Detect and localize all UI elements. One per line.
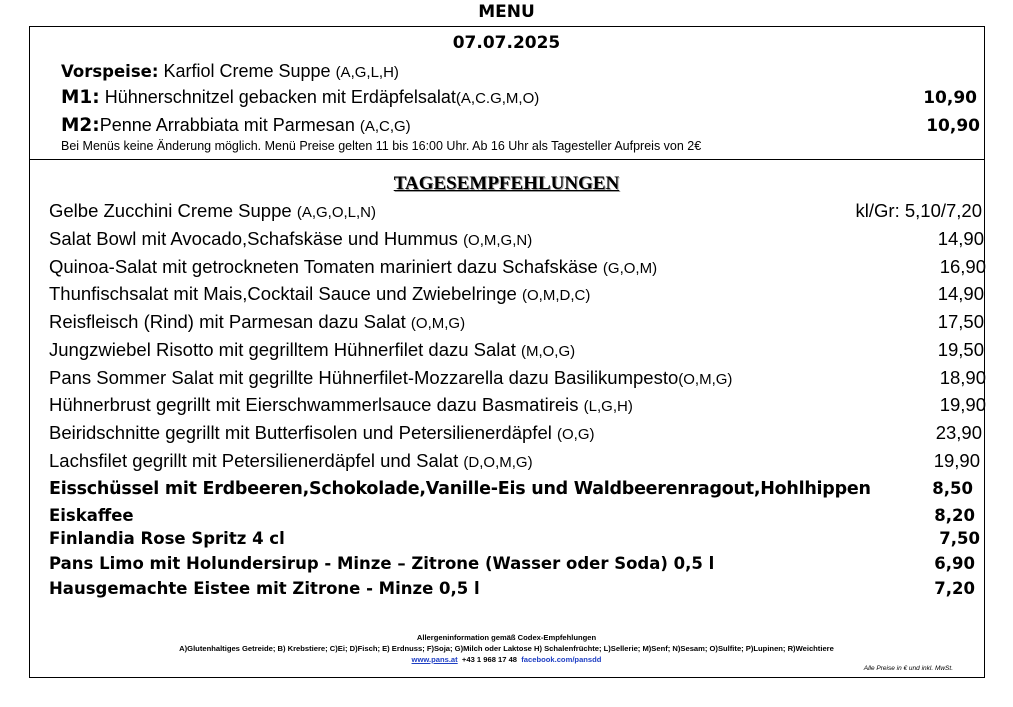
- item-allergens: (O,G): [556, 426, 595, 443]
- m2-label: M2:: [61, 115, 100, 136]
- item-price: 19,90: [933, 450, 980, 471]
- item-allergens: (A,G,O,L,N): [296, 204, 377, 221]
- list-item: [49, 422, 594, 444]
- phone-number: +43 1 968 17 48: [461, 655, 518, 664]
- list-item: [49, 200, 376, 222]
- item-allergens: (M,O,G): [520, 343, 576, 360]
- list-item: Eisschüssel mit Erdbeeren,Schokolade,Vanille-Eis und Waldbeerenragout,Hohlhippen: [49, 479, 871, 499]
- m1-allergens: (A,C.G,M,O): [455, 90, 540, 107]
- item-price: 7,20: [934, 579, 975, 598]
- list-item: Finlandia Rose Spritz 4 cl: [49, 529, 285, 548]
- item-price: 19,90: [939, 394, 986, 415]
- item-allergens: (L,G,H): [583, 398, 633, 415]
- item-name: Quinoa-Salat mit getrockneten Tomaten mariniert dazu Schafskäse: [49, 256, 598, 277]
- item-name: Lachsfilet gegrillt mit Petersilienerdäpfel und Salat: [49, 450, 459, 471]
- contact-line: [0, 655, 1013, 664]
- vorspeise-allergens: (A,G,L,H): [335, 64, 399, 81]
- item-name: Thunfischsalat mit Mais,Cocktail Sauce und Zwiebelringe: [49, 283, 517, 304]
- item-name: Pans Sommer Salat mit gegrillte Hühnerfilet-Mozzarella dazu Basilikumpesto: [49, 367, 679, 388]
- list-item: [49, 367, 732, 389]
- item-price: 23,90: [935, 422, 982, 443]
- m2-name: Penne Arrabbiata mit Parmesan: [99, 115, 355, 135]
- item-allergens: (O,M,D,C): [522, 287, 591, 304]
- item-price: 17,50: [937, 311, 984, 332]
- item-name: Reisfleisch (Rind) mit Parmesan dazu Salat: [49, 311, 406, 332]
- allergen-list: A)Glutenhaltiges Getreide; B) Krebstiere; C)Ei; D)Fisch; E) Erdnuss; F)Soja; G)Milch oder Laktose H) Schalenfrüchte; L)Sellerie; M)Senf; N)Sesam; O)Sulfite; P)Lupinen; R)Weichtiere: [179, 644, 834, 653]
- list-item: [49, 228, 532, 250]
- item-allergens: (D,O,M,G): [463, 454, 533, 471]
- list-item: [49, 394, 633, 416]
- m2-allergens: (A,C,G): [359, 118, 411, 135]
- list-item: [49, 450, 533, 472]
- vorspeise-label: Vorspeise:: [61, 62, 159, 81]
- item-price: 7,50: [939, 529, 980, 548]
- item-name: Hühnerbrust gegrillt mit Eierschwammerlsauce dazu Basmatireis: [49, 394, 579, 415]
- item-price: 19,50: [937, 339, 984, 360]
- item-price: 8,50: [932, 479, 973, 498]
- menu-date: 07.07.2025: [452, 33, 561, 53]
- item-price: 14,90: [937, 283, 984, 304]
- m1-price: 10,90: [923, 88, 977, 108]
- m1-line: [61, 87, 539, 108]
- list-item: Eiskaffee: [49, 506, 134, 525]
- menu-title: MENU: [478, 2, 535, 22]
- facebook-link[interactable]: facebook.com/pansdd: [521, 655, 602, 664]
- m1-name: Hühnerschnitzel gebacken mit Erdäpfelsalat: [104, 87, 456, 107]
- item-name: Gelbe Zucchini Creme Suppe: [49, 200, 292, 221]
- allergen-info-title: Allergeninformation gemäß Codex-Empfehlungen: [416, 633, 597, 642]
- item-price: kl/Gr: 5,10/7,20: [855, 200, 982, 221]
- vorspeise-name: Karfiol Creme Suppe: [163, 61, 331, 81]
- vorspeise-line: [61, 61, 399, 82]
- list-item: [49, 256, 657, 278]
- item-name: Beiridschnitte gegrillt mit Butterfisolen und Petersilienerdäpfel: [49, 422, 552, 443]
- item-allergens: (G,O,M): [602, 260, 658, 277]
- item-allergens: (O,M,G): [410, 315, 466, 332]
- menu-note: Bei Menüs keine Änderung möglich. Menü Preise gelten 11 bis 16:00 Uhr. Ab 16 Uhr als Tagesteller Aufpreis von 2€: [61, 139, 702, 153]
- m2-line: [61, 115, 411, 136]
- tagesempfehlungen-heading: TAGESEMPFEHLUNGEN: [393, 173, 620, 194]
- item-name: Salat Bowl mit Avocado,Schafskäse und Hummus: [49, 228, 458, 249]
- list-item: Pans Limo mit Holundersirup - Minze – Zitrone (Wasser oder Soda) 0,5 l: [49, 554, 715, 573]
- list-item: [49, 283, 590, 305]
- item-price: 18,90: [939, 367, 986, 388]
- list-item: [49, 311, 465, 333]
- m2-price: 10,90: [926, 116, 980, 136]
- section-divider: [29, 159, 985, 160]
- prices-note: Alle Preise in € und inkl. MwSt.: [863, 665, 953, 672]
- item-price: 8,20: [934, 506, 975, 525]
- item-name: Jungzwiebel Risotto mit gegrilltem Hühnerfilet dazu Salat: [49, 339, 516, 360]
- m1-label: M1:: [61, 87, 100, 108]
- list-item: [49, 339, 575, 361]
- item-price: 14,90: [937, 228, 984, 249]
- list-item: Hausgemachte Eistee mit Zitrone - Minze 0,5 l: [49, 579, 480, 598]
- website-link[interactable]: www.pans.at: [411, 655, 458, 664]
- item-allergens: (O,M,G,N): [463, 232, 533, 249]
- item-price: 16,90: [939, 256, 986, 277]
- item-allergens: (O,M,G): [678, 371, 733, 388]
- item-price: 6,90: [934, 554, 975, 573]
